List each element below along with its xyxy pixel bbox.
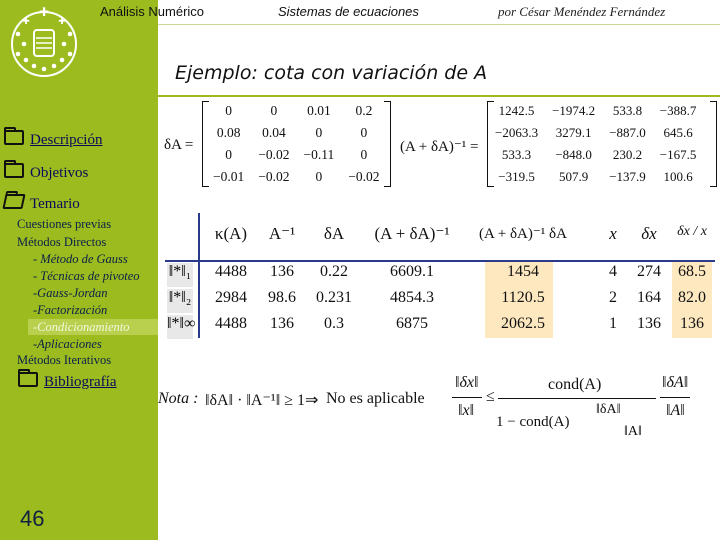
table-cell: 1 — [609, 315, 617, 332]
table-cell: 0.3 — [324, 315, 344, 332]
cell: −2063.3 — [495, 125, 539, 140]
bound-denominator: 1 − cond(A) — [496, 414, 570, 430]
header-kappa: κ(A) — [214, 224, 248, 243]
cell: −319.5 — [498, 169, 535, 184]
cell: 0.04 — [262, 125, 286, 140]
table-cell: 2 — [609, 289, 617, 306]
table-cell: 0.22 — [320, 263, 348, 280]
cell: −0.02 — [258, 147, 290, 162]
header-ratio: δx / x — [677, 224, 707, 239]
cell: −167.5 — [659, 147, 697, 162]
table-cell: 1454 — [507, 263, 539, 280]
header-deltaA: δA — [323, 224, 345, 243]
cell: 0 — [360, 147, 368, 162]
nav-bibliografia[interactable] — [18, 372, 116, 391]
rhs-numerator: ‖δA‖ — [662, 374, 689, 391]
table-cell: 0.231 — [316, 289, 352, 306]
bracket-right — [710, 101, 717, 187]
page-number: 46 — [20, 506, 45, 531]
nav-temario[interactable] — [4, 194, 80, 213]
lhs-numerator: ‖δx‖ — [455, 374, 479, 391]
fraction-bar — [660, 397, 690, 398]
table-cell: 4 — [609, 263, 617, 280]
table-vline — [198, 213, 200, 338]
cell: 0 — [270, 103, 278, 118]
deltaA-label: δA = — [164, 137, 194, 153]
note-condition: ‖δA‖ · ‖A⁻¹‖ ≥ 1 — [205, 392, 305, 409]
table-cell: 68.5 — [678, 263, 706, 280]
svg-text:✚: ✚ — [22, 17, 30, 27]
table-cell: 6875 — [396, 315, 428, 332]
cell: −848.0 — [555, 147, 592, 162]
table-cell: 4488 — [215, 263, 247, 280]
table-cell: 2062.5 — [501, 315, 545, 332]
table-cell: 1120.5 — [501, 289, 545, 306]
rhs-denominator: ‖A‖ — [666, 402, 685, 419]
cell: 533.3 — [501, 147, 532, 162]
cell: 0.08 — [216, 125, 241, 140]
cell: 100.6 — [663, 169, 693, 184]
nav-subitem[interactable]: - Método de Gauss — [33, 252, 128, 266]
cell: 3279.1 — [555, 125, 592, 140]
cell: −1974.2 — [552, 103, 596, 118]
table-hline — [165, 260, 715, 262]
header-product: (A + δA)⁻¹ δA — [479, 226, 567, 242]
cell: −0.02 — [258, 169, 290, 184]
cell: 0 — [360, 125, 368, 140]
cell: 1242.5 — [498, 103, 535, 118]
table-cell: 4488 — [215, 315, 247, 332]
nav-subitem-active[interactable]: -Condicionamiento — [33, 320, 130, 334]
table-cell: 136 — [637, 315, 661, 332]
nav-descripcion[interactable] — [4, 130, 102, 149]
cell: 0 — [225, 147, 232, 162]
cell: 0 — [315, 125, 323, 140]
norm-inf-label: ‖*‖∞ — [167, 315, 193, 339]
cell: −0.11 — [303, 147, 335, 162]
ratio-numerator: ‖δA‖ — [596, 402, 621, 417]
cell: 0 — [315, 169, 323, 184]
cell: −0.02 — [348, 169, 380, 184]
nav-subitem[interactable]: -Aplicaciones — [33, 337, 102, 351]
nav-objetivos-label: Objetivos — [30, 165, 89, 181]
university-seal-icon — [4, 2, 84, 82]
cell: 230.2 — [612, 147, 643, 162]
svg-text:✚: ✚ — [38, 5, 50, 19]
header-Ainv: A⁻¹ — [268, 224, 296, 243]
nav-objetivos[interactable] — [4, 163, 88, 182]
cell: 645.6 — [663, 125, 693, 140]
header-perturbed-inverse: (A + δA)⁻¹ — [374, 224, 450, 243]
table-cell: 98.6 — [268, 289, 296, 306]
lhs-denominator: ‖x‖ — [458, 402, 475, 419]
table-cell: 164 — [637, 289, 661, 306]
folder-icon — [4, 130, 24, 145]
title-divider — [158, 95, 720, 97]
note-text: No es aplicable — [326, 390, 425, 407]
inverse-label: (A + δA)⁻¹ = — [400, 139, 479, 155]
table-cell: 82.0 — [678, 289, 706, 306]
deltaA-matrix — [206, 100, 387, 188]
table-cell: 136 — [680, 315, 704, 332]
cell: −887.0 — [609, 125, 646, 140]
nav-subitem[interactable]: -Gauss-Jordan — [33, 286, 108, 300]
le-sign: ≤ — [486, 388, 495, 405]
header-divider — [158, 24, 720, 25]
inverse-matrix — [488, 100, 703, 188]
cell: −388.7 — [659, 103, 697, 118]
bound-numerator: cond(A) — [548, 376, 602, 393]
norm-2-label: ‖*‖₂ — [167, 289, 193, 313]
nav-subitem[interactable]: - Técnicas de pivoteo — [33, 269, 140, 283]
slide-title: Ejemplo: cota con variación de A — [175, 62, 488, 84]
cell: 533.8 — [612, 103, 643, 118]
nav-subitem[interactable]: -Factorización — [33, 303, 108, 317]
folder-icon — [4, 163, 24, 178]
fraction-bar — [452, 397, 482, 398]
table-cell: 136 — [270, 263, 294, 280]
table-cell: 6609.1 — [390, 263, 434, 280]
cell: 507.9 — [559, 169, 589, 184]
svg-text:✚: ✚ — [58, 17, 66, 27]
cell: 0 — [225, 103, 232, 118]
header-deltax: δx — [641, 224, 657, 243]
author-credit: por César Menéndez Fernández — [498, 4, 666, 19]
bracket-right — [384, 101, 391, 187]
header-x: x — [609, 224, 617, 243]
course-title: Análisis Numérico — [100, 4, 205, 19]
note-arrow: ⇒ — [305, 392, 319, 409]
nav-temario-label: Temario — [30, 196, 80, 212]
fraction-bar — [498, 398, 656, 399]
cell: −137.9 — [609, 169, 646, 184]
section-title: Sistemas de ecuaciones — [278, 4, 419, 19]
table-cell: 2984 — [215, 289, 247, 306]
cell: −0.01 — [213, 169, 245, 184]
nav-metodos-iterativos[interactable]: Métodos Iterativos — [17, 353, 112, 367]
norm-1-label: ‖*‖₁ — [167, 263, 193, 287]
nav-bibliografia-label: Bibliografía — [44, 374, 117, 390]
nav-descripcion-label: Descripción — [30, 132, 103, 148]
table-cell: 274 — [637, 263, 661, 280]
note-prefix: Nota : — [158, 390, 199, 407]
table-cell: 4854.3 — [390, 289, 434, 306]
ratio-denominator: ‖A‖ — [624, 424, 642, 439]
cell: 0.01 — [307, 103, 331, 118]
folder-icon — [18, 372, 38, 387]
nav-metodos-directos[interactable]: Métodos Directos — [17, 235, 107, 249]
cell: 0.2 — [355, 103, 373, 118]
table-cell: 136 — [270, 315, 294, 332]
open-folder-icon — [2, 194, 25, 209]
nav-cuestiones[interactable]: Cuestiones previas — [17, 217, 112, 231]
